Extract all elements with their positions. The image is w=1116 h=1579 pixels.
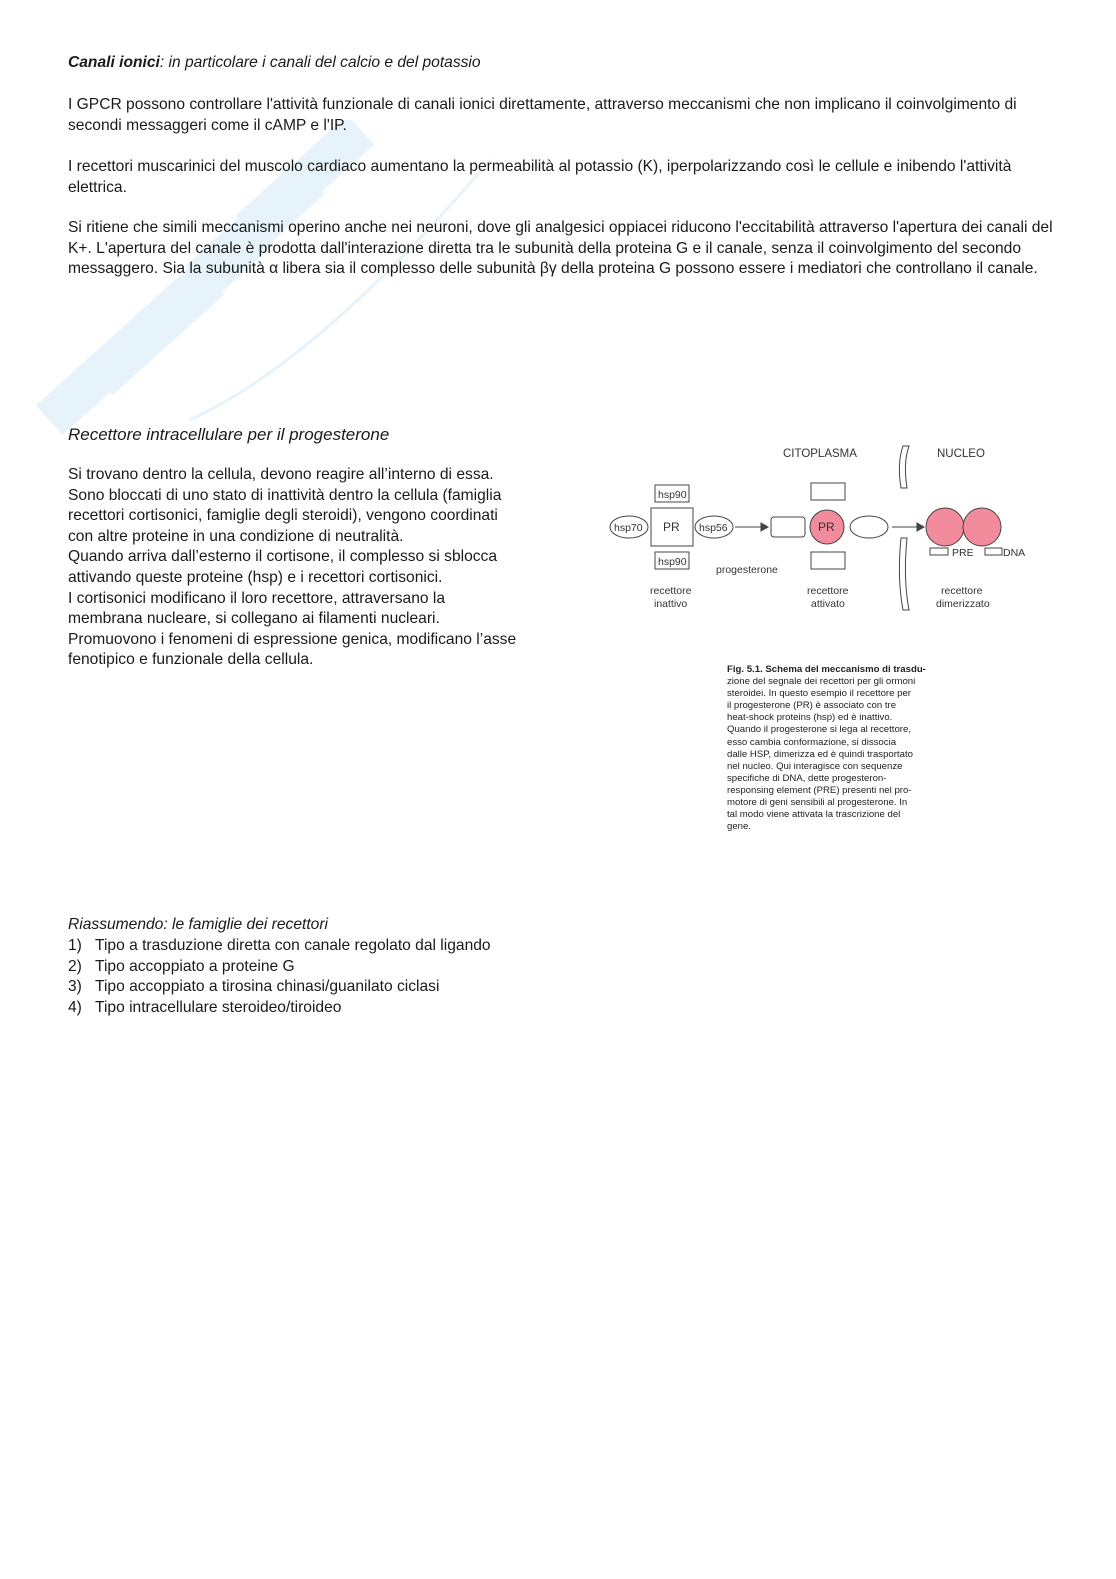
list-text: Tipo accoppiato a proteine G — [95, 957, 295, 975]
text-line: attivando queste proteine (hsp) e i recettori cortisonici. — [68, 568, 443, 586]
arrow-1-head — [761, 523, 768, 531]
dissociated-box-top — [811, 483, 845, 500]
list-text: Tipo a trasduzione diretta con canale regolato dal ligando — [95, 937, 491, 954]
caption-line: nel nucleo. Qui interagisce con sequenze — [727, 760, 903, 772]
caption-line: dalle HSP, dimerizza ed è quindi trasportato — [727, 748, 913, 760]
text-line: Sono bloccati di uno stato di inattività dentro la cellula (famiglia — [68, 486, 502, 504]
pre-box — [930, 548, 948, 555]
caption-line: zione del segnale dei recettori per gli ormoni — [727, 676, 916, 688]
label-recettore-3: recettore — [941, 585, 983, 597]
text-line: Quando arriva dall’esterno il cortisone, il complesso si sblocca — [68, 548, 498, 566]
text-line: Si trovano dentro la cellula, devono reagire all’interno di essa. — [68, 466, 494, 483]
label-hsp70: hsp70 — [614, 522, 643, 534]
section-title-progesterone: Recettore intracellulare per il progesterone — [68, 425, 390, 444]
label-pre: PRE — [952, 547, 974, 559]
label-hsp90-bottom: hsp90 — [658, 556, 687, 568]
paragraph-muscarinici: I recettori muscarinici del muscolo cardiaco aumentano la permeabilità al potassio (K), iperpolarizzando così le cellule e inibendo l'attività elettrica. — [68, 158, 1012, 196]
list-text: Tipo intracellulare steroideo/tiroideo — [95, 998, 342, 1016]
dimer-circle-right — [963, 508, 1001, 546]
nuclear-membrane-top — [899, 446, 909, 488]
paragraph-neuroni: Si ritiene che simili meccanismi operino anche nei neuroni, dove gli analgesici oppiacei riducono l'eccitabilità attraverso l'apertura dei canali del K+. L'apertura del canale è prodotta dall'interazione diretta tra le subunità della proteina G e il canale, senza il coinvolgimento del secondo messaggero. Sia la subunità α libera sia il complesso delle subunità βγ della proteina G possono essere i mediatori che controllano il canale. — [68, 219, 1053, 278]
list-number: 4) — [68, 998, 82, 1016]
dna-box — [985, 548, 1002, 555]
dimer-circle-left — [926, 508, 964, 546]
label-inattivo: inattivo — [654, 598, 688, 610]
caption-line: gene. — [727, 821, 752, 833]
caption-line: steroidei. In questo esempio il recettore per — [727, 688, 911, 700]
caption-line: heat-shock proteins (hsp) ed è inattivo. — [727, 712, 893, 724]
caption-line: tal modo viene attivata la trascrizione del — [727, 809, 901, 821]
text-line: membrana nucleare, si collegano ai filamenti nucleari. — [68, 610, 440, 628]
caption-line: Quando il progesterone si lega al recettore, — [727, 724, 911, 736]
list-number: 3) — [68, 978, 82, 996]
text-line: I cortisonici modificano il loro recettore, attraversano la — [68, 589, 446, 607]
receptor-families-list — [68, 936, 491, 1018]
title-rest: : in particolare i canali del calcio e del potassio — [159, 54, 481, 71]
list-number: 2) — [68, 957, 82, 975]
caption-line: esso cambia conformazione, si dissocia — [727, 736, 897, 748]
caption-line: motore di geni sensibili al progesterone. In — [727, 797, 908, 809]
text-line: recettori cortisonici, famiglie degli steroidi), vengono coordinati — [68, 507, 498, 525]
text-line: Promuovono i fenomeni di espressione genica, modificano l’asse — [68, 630, 517, 648]
label-recettore-1: recettore — [650, 585, 692, 597]
title-bold: Canali ionici — [68, 54, 160, 71]
label-citoplasma: CITOPLASMA — [783, 448, 857, 460]
label-pr-activated: PR — [818, 520, 835, 534]
dissociated-ellipse — [850, 516, 888, 538]
caption-line: responsing element (PRE) presenti nel pro- — [727, 784, 912, 796]
paragraph-gpcr: I GPCR possono controllare l'attività funzionale di canali ionici direttamente, attraverso meccanismi che non implicano il coinvolgimento di secondi messaggeri come il cAMP e l'IP. — [68, 96, 1017, 134]
label-progesterone: progesterone — [716, 564, 778, 576]
summary-title: Riassumendo: le famiglie dei recettori — [68, 916, 329, 933]
caption-line: Fig. 5.1. Schema del meccanismo di trasdu- — [727, 664, 926, 675]
label-hsp56: hsp56 — [699, 522, 728, 534]
label-dimerizzato: dimerizzato — [936, 598, 990, 610]
list-number: 1) — [68, 937, 82, 954]
label-nucleo: NUCLEO — [937, 448, 985, 460]
label-pr-inactive: PR — [663, 520, 680, 534]
list-text: Tipo accoppiato a tirosina chinasi/guanilato ciclasi — [95, 978, 440, 996]
dissociated-box-left — [771, 517, 805, 537]
progesterone-text — [68, 465, 568, 671]
text-line: con altre proteine in una condizione di neutralità. — [68, 527, 404, 545]
caption-line: il progesterone (PR) è associato con tre — [727, 700, 897, 712]
nuclear-membrane-bottom — [899, 538, 909, 610]
figure-caption — [727, 664, 949, 833]
list-item — [68, 977, 491, 998]
progesterone-receptor-diagram — [605, 438, 1045, 623]
caption-line: specifiche di DNA, dette progesteron- — [727, 772, 887, 784]
label-attivato: attivato — [811, 598, 845, 610]
list-item — [68, 957, 491, 978]
text-line: fenotipico e funzionale della cellula. — [68, 651, 314, 669]
arrow-2-head — [917, 523, 924, 531]
label-recettore-2: recettore — [807, 585, 849, 597]
list-item — [68, 998, 491, 1019]
label-dna: DNA — [1003, 547, 1026, 559]
label-hsp90-top: hsp90 — [658, 489, 687, 501]
section-title-canali — [68, 54, 481, 72]
list-item — [68, 936, 491, 957]
dissociated-box-bottom — [811, 552, 845, 569]
